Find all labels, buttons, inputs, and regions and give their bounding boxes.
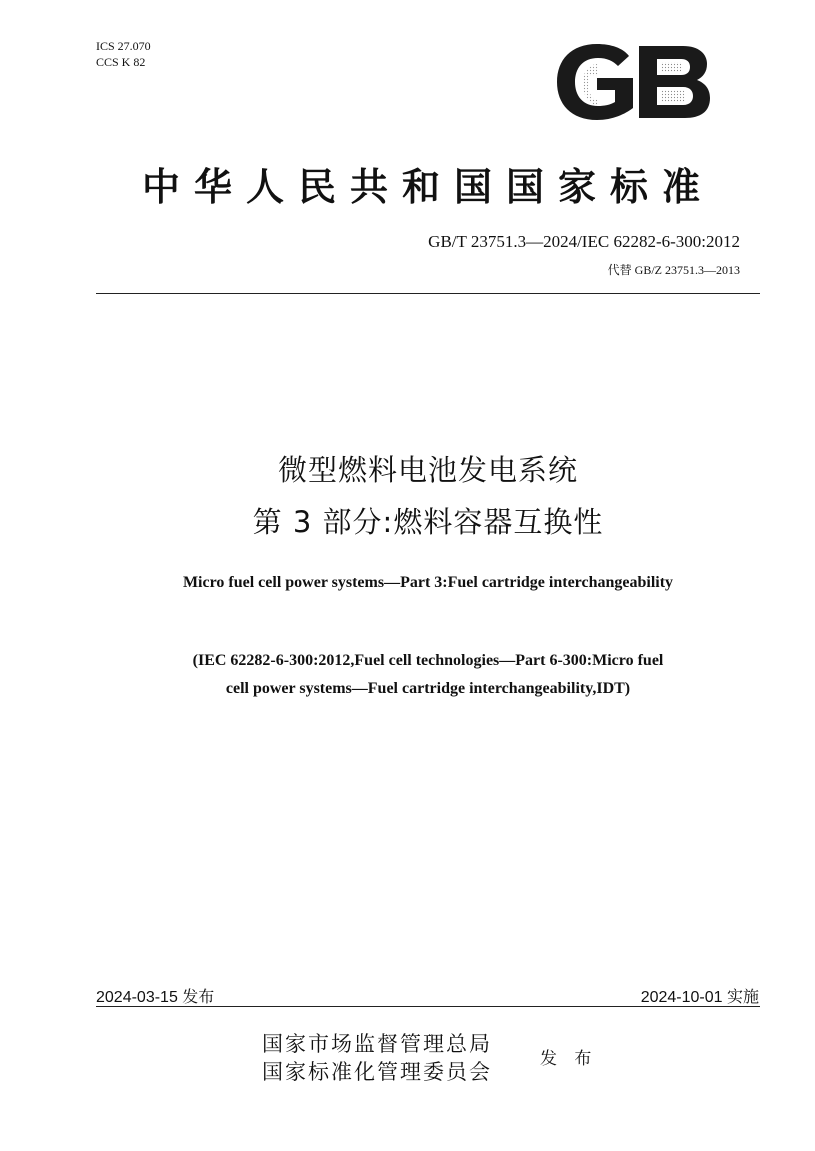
issue-date: 2024-03-15 发布 — [96, 989, 215, 1006]
ccs-code: CCS K 82 — [96, 55, 146, 69]
chinese-title-line-2: 第 3 部分:燃料容器互换性 — [252, 505, 604, 539]
issuer-samr: 国家市场监督管理总局 — [262, 1032, 492, 1056]
gb-logo — [553, 42, 713, 122]
english-title: Micro fuel cell power systems—Part 3:Fuel cartridge interchangeability — [182, 574, 674, 591]
adoption-note-line-1: (IEC 62282-6-300:2012,Fuel cell technologies—Part 6-300:Micro fuel — [192, 652, 664, 669]
top-divider — [96, 293, 760, 294]
publish-label: 发 布 — [540, 1049, 598, 1069]
adoption-note-line-2: cell power systems—Fuel cartridge interchangeability,IDT) — [225, 680, 631, 697]
implementation-date: 2024-10-01 实施 — [640, 989, 759, 1006]
ics-code: ICS 27.070 — [96, 39, 151, 53]
standard-number: GB/T 23751.3—2024/IEC 62282-6-300:2012 — [428, 232, 740, 251]
bottom-divider — [96, 1006, 760, 1007]
national-standard-title: 中华人民共和国国家标准 — [141, 164, 714, 209]
chinese-title-line-1: 微型燃料电池发电系统 — [277, 453, 578, 487]
issuer-sac: 国家标准化管理委员会 — [262, 1060, 492, 1084]
classification-codes — [96, 38, 151, 70]
issuing-organizations — [262, 1030, 492, 1086]
replaces-standard: 代替 GB/Z 23751.3—2013 — [607, 263, 740, 277]
